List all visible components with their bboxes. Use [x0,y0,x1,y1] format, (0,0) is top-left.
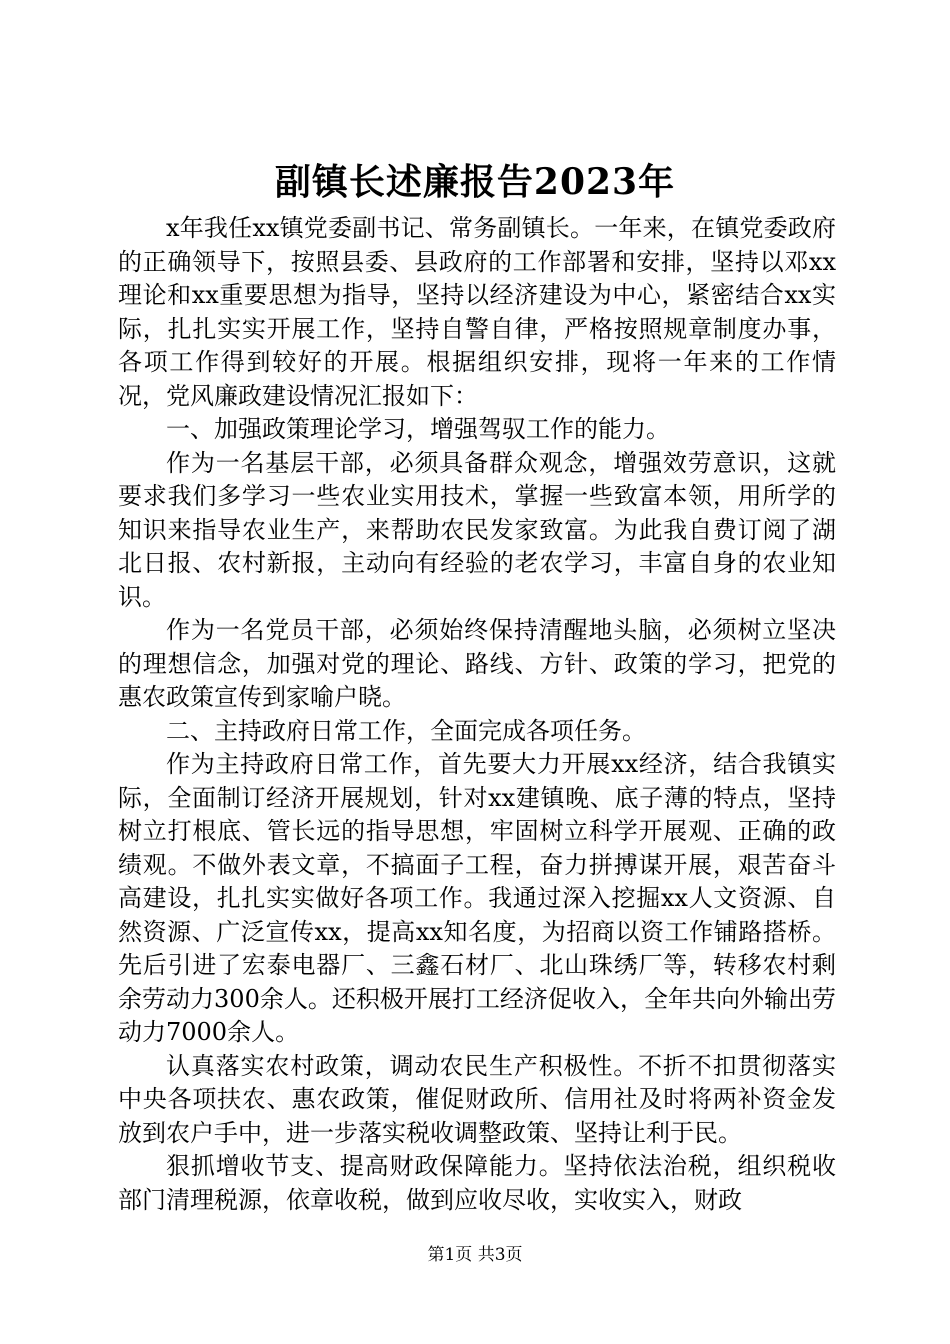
paragraph-grassroots-cadre: 作为一名基层干部，必须具备群众观念，增强效劳意识，这就要求我们多学习一些农业实用技术，掌握一些致富本领，用所学的知识来指导农业生产，来帮助农民发家致富。为此我自费订阅了湖北日报、农村新报，主动向有经验的老农学习，丰富自身的农业知识。 [118,448,836,611]
document-title: 副镇长述廉报告2023年 [274,161,676,203]
section-heading-1: 一、加强政策理论学习，增强驾驭工作的能力。 [166,415,670,443]
page-number: 第1页 共3页 [427,1245,523,1265]
paragraph-finance: 狠抓增收节支、提高财政保障能力。坚持依法治税，组织税收部门清理税源，依章收税，做到应收尽收，实收实入，财政 [118,1152,836,1214]
paragraph-party-cadre: 作为一名党员干部，必须始终保持清醒地头脑，必须树立坚决的理想信念，加强对党的理论、路线、方针、政策的学习，把党的惠农政策宣传到家喻户晓。 [118,616,836,711]
document-body [118,212,836,1217]
paragraph-rural-policy: 认真落实农村政策，调动农民生产积极性。不折不扣贯彻落实中央各项扶农、惠农政策，催促财政所、信用社及时将两补资金发放到农户手中，进一步落实税收调整政策、坚持让利于民。 [118,1051,836,1147]
section-heading-2: 二、主持政府日常工作，全面完成各项任务。 [166,716,646,745]
paragraph-daily-work: 作为主持政府日常工作，首先要大力开展xx经济，结合我镇实际，全面制订经济开展规划，针对xx建镇晚、底子薄的特点，坚持树立打根底、管长远的指导思想，牢固树立科学开展观、正确的政绩观。不做外表文章，不搞面子工程，奋力拼搏谋开展，艰苦奋斗高建设，扎扎实实做好各项工作。我通过深入挖掘xx人文资源、自然资源、广泛宣传xx，提高xx知名度，为招商以资工作铺路搭桥。先后引进了宏泰电器厂、三鑫石材厂、北山珠绣厂等，转移农村剩余劳动力300余人。还积极开展打工经济促收入，全年共向外输出劳动力7000余人。 [118,750,836,1046]
paragraph-intro: x年我任xx镇党委副书记、常务副镇长。一年来，在镇党委政府的正确领导下，按照县委、县政府的工作部署和安排，坚持以邓xx理论和xx重要思想为指导，坚持以经济建设为中心，紧密结合xx实际，扎扎实实开展工作，坚持自警自律，严格按照规章制度办事，各项工作得到较好的开展。根据组织安排，现将一年来的工作情况，党风廉政建设情况汇报如下： [118,214,836,410]
